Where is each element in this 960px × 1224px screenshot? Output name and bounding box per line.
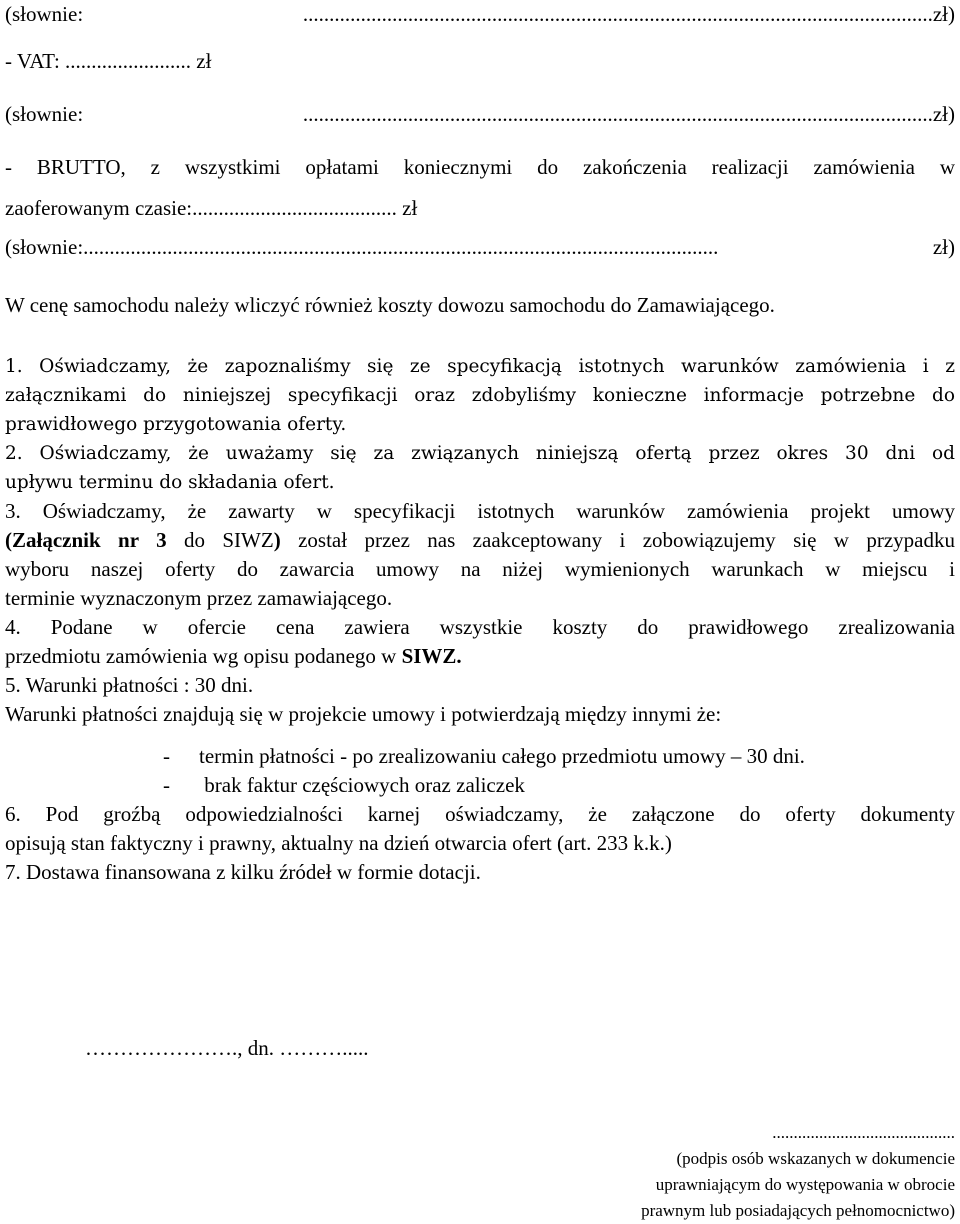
declaration-6-line-1: 6. Pod groźbą odpowiedzialności karnej oświadczamy, że załączone do oferty dokumenty (5, 802, 955, 826)
bullet-dash: - (163, 773, 170, 797)
declaration-4-line-2-text: przedmiotu zamówienia wg opisu podanego w (5, 644, 402, 668)
signature-block (641, 1120, 955, 1224)
declaration-3-line-2 (5, 526, 955, 555)
signature-caption-3: prawnym lub posiadających pełnomocnictwo) (641, 1201, 955, 1220)
annex-ref-bold: (Załącznik nr 3 (5, 528, 167, 552)
declaration-3-line-4: terminie wyznaczonym przez zamawiającego. (5, 586, 393, 610)
declaration-6-line-2: opisują stan faktyczny i prawny, aktualny na dzień otwarcia ofert (art. 233 k.k.) (5, 831, 672, 855)
declaration-7: 7. Dostawa finansowana z kilku źródeł w formie dotacji. (5, 860, 481, 884)
declaration-1-line-1: 1. Oświadczamy, że zapoznaliśmy się ze specyfikacją istotnych warunków zamówienia i z (5, 356, 955, 377)
slownie-line-2: (słownie: ........................................................................................................................zł) (5, 102, 955, 126)
declaration-3-line-2-rest: został przez nas zaakceptowany i zobowiązujemy się w przypadku (280, 528, 955, 552)
bullet-text: termin płatności - po zrealizowaniu całego przedmiotu umowy – 30 dni. (199, 744, 805, 768)
signature-caption-2: uprawniającym do występowania w obrocie (655, 1175, 955, 1194)
declaration-2-line-2: upływu terminu do składania ofert. (5, 472, 335, 493)
bullet-item (163, 771, 525, 800)
declaration-5: 5. Warunki płatności : 30 dni. (5, 673, 254, 697)
bullet-dash: - (163, 744, 170, 768)
slownie-line-3: (słownie:......................................................................................................................... zł) (5, 235, 955, 259)
declaration-2-line-1: 2. Oświadczamy, że uważamy się za związanych niniejszą ofertą przez okres 30 dni od (5, 443, 955, 464)
declaration-1-line-2: załącznikami do niniejszej specyfikacji oraz zdobyliśmy konieczne informacje potrzebne do (5, 385, 955, 406)
declaration-3-line-3: wyboru naszej oferty do zawarcia umowy na niżej wymienionych warunkach w miejscu i (5, 557, 955, 581)
signature-dots: ........................................... (772, 1123, 955, 1142)
declaration-3-line-1: 3. Oświadczamy, że zawarty w specyfikacji istotnych warunków zamówienia projekt umowy (5, 499, 955, 523)
declaration-4-line-1: 4. Podane w ofercie cena zawiera wszystkie koszty do prawidłowego zrealizowania (5, 615, 955, 639)
declaration-1-line-3: prawidłowego przygotowania oferty. (5, 414, 347, 435)
siwz-bold: SIWZ. (401, 644, 462, 668)
annex-ref-close: ) (273, 528, 281, 552)
vat-line: - VAT: ........................ zł (5, 49, 212, 73)
bullet-item (163, 742, 805, 771)
signature-caption-1: (podpis osób wskazanych w dokumencie (676, 1149, 955, 1168)
price-note: W cenę samochodu należy wliczyć również koszty dowozu samochodu do Zamawiającego. (5, 293, 775, 317)
payment-terms-intro: Warunki płatności znajdują się w projekcie umowy i potwierdzają między innymi że: (5, 702, 722, 726)
declaration-4-line-2 (5, 642, 955, 671)
bullet-text: brak faktur częściowych oraz zaliczek (199, 773, 525, 797)
place-date-line: …………………., dn. ………..... (85, 1036, 369, 1060)
brutto-line: - BRUTTO, z wszystkimi opłatami koniecznymi do zakończenia realizacji zamówienia w (5, 155, 955, 179)
annex-ref-siwz: do SIWZ (166, 528, 274, 552)
brutto-time-line: zaoferowanym czasie:....................................... zł (5, 196, 418, 220)
slownie-line-1: (słownie: ........................................................................................................................zł) (5, 2, 955, 26)
